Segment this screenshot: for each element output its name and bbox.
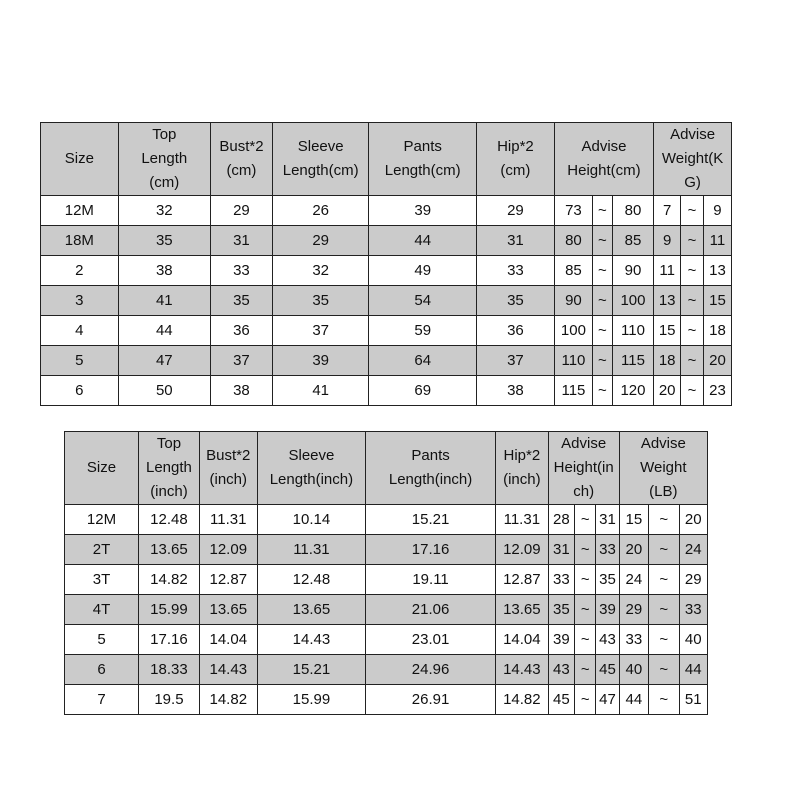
sleeve-length-cell: 39 xyxy=(273,346,369,376)
weight-max-cell: 11 xyxy=(703,226,731,256)
table-row xyxy=(41,376,732,406)
hip-cell: 12.87 xyxy=(495,565,548,595)
weight-min-cell: 44 xyxy=(619,685,648,715)
size-chart-inch-table xyxy=(64,431,708,715)
weight-range-separator: ~ xyxy=(681,226,704,256)
weight-range-separator: ~ xyxy=(649,625,679,655)
table-row xyxy=(65,535,708,565)
size-cell: 18M xyxy=(41,226,119,256)
header-bust: Bust*2 (cm) xyxy=(210,123,272,196)
table-row xyxy=(65,655,708,685)
pants-length-cell: 15.21 xyxy=(366,505,496,535)
header-top-length: Top Length (cm) xyxy=(118,123,210,196)
weight-range-separator: ~ xyxy=(649,505,679,535)
weight-range-separator: ~ xyxy=(681,316,704,346)
bust-cell: 14.43 xyxy=(199,655,257,685)
height-min-cell: 35 xyxy=(548,595,574,625)
table-row xyxy=(41,196,732,226)
bust-cell: 33 xyxy=(210,256,272,286)
weight-range-separator: ~ xyxy=(681,376,704,406)
header-advise-weight: Advise Weight(K G) xyxy=(654,123,732,196)
sleeve-length-cell: 29 xyxy=(273,226,369,256)
pants-length-cell: 26.91 xyxy=(366,685,496,715)
size-cell: 4T xyxy=(65,595,139,625)
weight-range-separator: ~ xyxy=(649,685,679,715)
weight-max-cell: 13 xyxy=(703,256,731,286)
pants-length-cell: 39 xyxy=(369,196,477,226)
table-row xyxy=(65,595,708,625)
size-cell: 2 xyxy=(41,256,119,286)
table-row xyxy=(41,346,732,376)
hip-cell: 11.31 xyxy=(495,505,548,535)
height-max-cell: 85 xyxy=(612,226,653,256)
weight-min-cell: 7 xyxy=(654,196,681,226)
top-length-cell: 47 xyxy=(118,346,210,376)
height-max-cell: 31 xyxy=(596,505,619,535)
bust-cell: 13.65 xyxy=(199,595,257,625)
height-min-cell: 43 xyxy=(548,655,574,685)
height-range-separator: ~ xyxy=(575,505,596,535)
sleeve-length-cell: 26 xyxy=(273,196,369,226)
weight-range-separator: ~ xyxy=(681,196,704,226)
bust-cell: 35 xyxy=(210,286,272,316)
hip-cell: 14.43 xyxy=(495,655,548,685)
top-length-cell: 18.33 xyxy=(139,655,200,685)
bust-cell: 12.87 xyxy=(199,565,257,595)
top-length-cell: 35 xyxy=(118,226,210,256)
bust-cell: 38 xyxy=(210,376,272,406)
sleeve-length-cell: 35 xyxy=(273,286,369,316)
size-cell: 4 xyxy=(41,316,119,346)
top-length-cell: 17.16 xyxy=(139,625,200,655)
weight-range-separator: ~ xyxy=(649,565,679,595)
weight-min-cell: 9 xyxy=(654,226,681,256)
hip-cell: 14.04 xyxy=(495,625,548,655)
hip-cell: 36 xyxy=(477,316,555,346)
height-range-separator: ~ xyxy=(575,595,596,625)
weight-max-cell: 51 xyxy=(679,685,708,715)
weight-range-separator: ~ xyxy=(681,256,704,286)
top-length-cell: 44 xyxy=(118,316,210,346)
height-range-separator: ~ xyxy=(593,346,613,376)
sleeve-length-cell: 32 xyxy=(273,256,369,286)
height-range-separator: ~ xyxy=(593,256,613,286)
top-length-cell: 41 xyxy=(118,286,210,316)
size-cell: 12M xyxy=(65,505,139,535)
header-row xyxy=(65,432,708,505)
height-range-separator: ~ xyxy=(575,655,596,685)
top-length-cell: 50 xyxy=(118,376,210,406)
top-length-cell: 12.48 xyxy=(139,505,200,535)
size-cell: 7 xyxy=(65,685,139,715)
bust-cell: 12.09 xyxy=(199,535,257,565)
weight-max-cell: 33 xyxy=(679,595,708,625)
pants-length-cell: 24.96 xyxy=(366,655,496,685)
size-cell: 5 xyxy=(65,625,139,655)
sleeve-length-cell: 41 xyxy=(273,376,369,406)
header-sleeve-length: Sleeve Length(inch) xyxy=(257,432,366,505)
bust-cell: 11.31 xyxy=(199,505,257,535)
top-length-cell: 14.82 xyxy=(139,565,200,595)
size-cell: 6 xyxy=(65,655,139,685)
height-max-cell: 47 xyxy=(596,685,619,715)
header-hip: Hip*2 (inch) xyxy=(495,432,548,505)
pants-length-cell: 19.11 xyxy=(366,565,496,595)
pants-length-cell: 59 xyxy=(369,316,477,346)
height-min-cell: 73 xyxy=(554,196,592,226)
top-length-cell: 32 xyxy=(118,196,210,226)
height-max-cell: 80 xyxy=(612,196,653,226)
size-cell: 6 xyxy=(41,376,119,406)
header-hip: Hip*2 (cm) xyxy=(477,123,555,196)
weight-min-cell: 18 xyxy=(654,346,681,376)
hip-cell: 38 xyxy=(477,376,555,406)
header-size: Size xyxy=(41,123,119,196)
header-top-length: Top Length (inch) xyxy=(139,432,200,505)
hip-cell: 37 xyxy=(477,346,555,376)
sleeve-length-cell: 14.43 xyxy=(257,625,366,655)
weight-max-cell: 18 xyxy=(703,316,731,346)
size-cell: 5 xyxy=(41,346,119,376)
table-row xyxy=(41,256,732,286)
weight-range-separator: ~ xyxy=(649,595,679,625)
sleeve-length-cell: 15.99 xyxy=(257,685,366,715)
weight-min-cell: 20 xyxy=(654,376,681,406)
height-min-cell: 110 xyxy=(554,346,592,376)
top-length-cell: 38 xyxy=(118,256,210,286)
sleeve-length-cell: 13.65 xyxy=(257,595,366,625)
height-min-cell: 39 xyxy=(548,625,574,655)
height-range-separator: ~ xyxy=(593,316,613,346)
header-row xyxy=(41,123,732,196)
weight-max-cell: 40 xyxy=(679,625,708,655)
height-max-cell: 120 xyxy=(612,376,653,406)
height-max-cell: 35 xyxy=(596,565,619,595)
pants-length-cell: 49 xyxy=(369,256,477,286)
height-range-separator: ~ xyxy=(593,196,613,226)
height-min-cell: 100 xyxy=(554,316,592,346)
bust-cell: 29 xyxy=(210,196,272,226)
size-cell: 3 xyxy=(41,286,119,316)
weight-max-cell: 9 xyxy=(703,196,731,226)
hip-cell: 35 xyxy=(477,286,555,316)
table-row xyxy=(41,316,732,346)
sleeve-length-cell: 11.31 xyxy=(257,535,366,565)
weight-range-separator: ~ xyxy=(649,535,679,565)
height-range-separator: ~ xyxy=(575,685,596,715)
weight-min-cell: 13 xyxy=(654,286,681,316)
height-min-cell: 115 xyxy=(554,376,592,406)
height-range-separator: ~ xyxy=(575,625,596,655)
pants-length-cell: 69 xyxy=(369,376,477,406)
bust-cell: 14.82 xyxy=(199,685,257,715)
height-max-cell: 43 xyxy=(596,625,619,655)
height-max-cell: 115 xyxy=(612,346,653,376)
top-length-cell: 15.99 xyxy=(139,595,200,625)
weight-min-cell: 33 xyxy=(619,625,648,655)
height-range-separator: ~ xyxy=(575,535,596,565)
weight-range-separator: ~ xyxy=(681,286,704,316)
pants-length-cell: 21.06 xyxy=(366,595,496,625)
table-row xyxy=(65,565,708,595)
height-min-cell: 33 xyxy=(548,565,574,595)
height-max-cell: 45 xyxy=(596,655,619,685)
weight-min-cell: 29 xyxy=(619,595,648,625)
height-range-separator: ~ xyxy=(593,376,613,406)
weight-max-cell: 20 xyxy=(703,346,731,376)
weight-max-cell: 44 xyxy=(679,655,708,685)
sleeve-length-cell: 12.48 xyxy=(257,565,366,595)
sleeve-length-cell: 10.14 xyxy=(257,505,366,535)
header-advise-height: Advise Height(in ch) xyxy=(548,432,619,505)
height-min-cell: 31 xyxy=(548,535,574,565)
height-range-separator: ~ xyxy=(593,226,613,256)
hip-cell: 13.65 xyxy=(495,595,548,625)
weight-max-cell: 15 xyxy=(703,286,731,316)
bust-cell: 36 xyxy=(210,316,272,346)
bust-cell: 37 xyxy=(210,346,272,376)
height-range-separator: ~ xyxy=(593,286,613,316)
height-max-cell: 33 xyxy=(596,535,619,565)
weight-min-cell: 15 xyxy=(619,505,648,535)
weight-range-separator: ~ xyxy=(649,655,679,685)
height-min-cell: 80 xyxy=(554,226,592,256)
header-pants-length: Pants Length(inch) xyxy=(366,432,496,505)
height-max-cell: 100 xyxy=(612,286,653,316)
weight-max-cell: 24 xyxy=(679,535,708,565)
pants-length-cell: 17.16 xyxy=(366,535,496,565)
pants-length-cell: 64 xyxy=(369,346,477,376)
header-sleeve-length: Sleeve Length(cm) xyxy=(273,123,369,196)
height-max-cell: 90 xyxy=(612,256,653,286)
size-cell: 2T xyxy=(65,535,139,565)
height-min-cell: 90 xyxy=(554,286,592,316)
hip-cell: 33 xyxy=(477,256,555,286)
weight-max-cell: 29 xyxy=(679,565,708,595)
size-cell: 3T xyxy=(65,565,139,595)
table-row xyxy=(41,286,732,316)
height-min-cell: 28 xyxy=(548,505,574,535)
top-length-cell: 19.5 xyxy=(139,685,200,715)
bust-cell: 31 xyxy=(210,226,272,256)
table-row xyxy=(41,226,732,256)
pants-length-cell: 54 xyxy=(369,286,477,316)
sleeve-length-cell: 15.21 xyxy=(257,655,366,685)
pants-length-cell: 44 xyxy=(369,226,477,256)
header-advise-weight: Advise Weight (LB) xyxy=(619,432,707,505)
weight-max-cell: 23 xyxy=(703,376,731,406)
header-size: Size xyxy=(65,432,139,505)
bust-cell: 14.04 xyxy=(199,625,257,655)
hip-cell: 31 xyxy=(477,226,555,256)
weight-min-cell: 15 xyxy=(654,316,681,346)
table-row xyxy=(65,685,708,715)
height-min-cell: 45 xyxy=(548,685,574,715)
table-row xyxy=(65,625,708,655)
header-advise-height: Advise Height(cm) xyxy=(554,123,653,196)
weight-min-cell: 11 xyxy=(654,256,681,286)
header-bust: Bust*2 (inch) xyxy=(199,432,257,505)
hip-cell: 12.09 xyxy=(495,535,548,565)
height-range-separator: ~ xyxy=(575,565,596,595)
top-length-cell: 13.65 xyxy=(139,535,200,565)
height-min-cell: 85 xyxy=(554,256,592,286)
table-row xyxy=(65,505,708,535)
height-max-cell: 110 xyxy=(612,316,653,346)
weight-min-cell: 20 xyxy=(619,535,648,565)
hip-cell: 14.82 xyxy=(495,685,548,715)
header-pants-length: Pants Length(cm) xyxy=(369,123,477,196)
size-cell: 12M xyxy=(41,196,119,226)
weight-max-cell: 20 xyxy=(679,505,708,535)
size-chart-cm-table xyxy=(40,122,732,406)
hip-cell: 29 xyxy=(477,196,555,226)
weight-range-separator: ~ xyxy=(681,346,704,376)
weight-min-cell: 24 xyxy=(619,565,648,595)
height-max-cell: 39 xyxy=(596,595,619,625)
pants-length-cell: 23.01 xyxy=(366,625,496,655)
weight-min-cell: 40 xyxy=(619,655,648,685)
sleeve-length-cell: 37 xyxy=(273,316,369,346)
